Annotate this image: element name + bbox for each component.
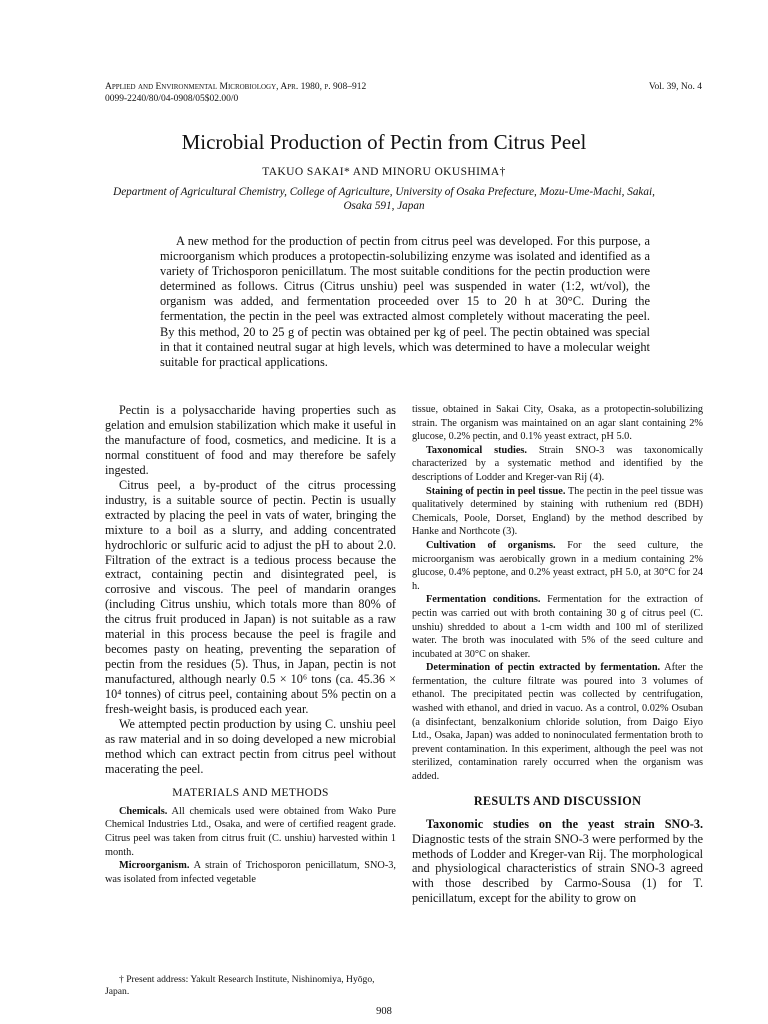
taxonomical-text: Strain SNO-3 was taxonomically characterized by a systematic method and identified by the descriptions of Lodder and Kreger-van Rij (4). — [412, 444, 703, 483]
authors: TAKUO SAKAI* AND MINORU OKUSHIMA† — [262, 166, 506, 178]
cultivation-text: For the seed culture, the microorganism was aerobically grown in a medium containing 2% glucose, 0.4% peptone, and 0.2% yeast extract, pH 5.0, at 30°C for 24 h. — [412, 539, 703, 592]
left-column — [105, 403, 396, 886]
taxonomic-yeast-text: Diagnostic tests of the strain SNO-3 were performed by the methods of Lodder and Kreger-van Rij. The morphological and physiological characteristics of strain SNO-3 agreed with those described by Carmo-Sousa (1) for T. penicillatum, except for the ability to grow on — [412, 831, 703, 906]
microorganism-text: A strain of Trichosporon penicillatum, SNO-3, was isolated from infected vegetable — [105, 860, 396, 885]
chemicals-paragraph — [105, 805, 396, 859]
staining-paragraph — [412, 485, 703, 539]
journal-citation: Applied and Environmental Microbiology, Apr. 1980, p. 908–912 — [105, 82, 367, 92]
taxonomical-label: Taxonomical studies. — [426, 444, 527, 456]
article-code: 0099-2240/80/04-0908/05$02.00/0 — [105, 94, 239, 104]
fermentation-label: Fermentation conditions. — [426, 594, 541, 606]
intro-paragraph-3: We attempted pectin production by using C. unshiu peel as raw material and in so doing developed a new microbial method which can extract pectin from citrus peel without macerating the peel. — [105, 717, 396, 776]
methods-heading: MATERIALS AND METHODS — [172, 786, 329, 799]
footnote: † Present address: Yakult Research Institute, Nishinomiya, Hyōgo, Japan. — [105, 974, 375, 997]
taxonomic-yeast-paragraph — [412, 817, 703, 907]
microorganism-paragraph — [105, 859, 396, 886]
determination-text: After the fermentation, the culture filtrate was poured into 3 volumes of ethanol. The precipitated pectin was collected by centrifugation, washed with ethanol, and dried in vacuo. As a control, 0.02% Osuban (a disinfectant, benzalkonium chloride solution, from Daigo Eiyo Ltd., Osaka, Japan) was added to noninoculated fermentation broth to prevent contamination. In this experiment, although the peel was not sterilized, contamination rarely occurred when the organism was added. — [412, 662, 704, 783]
page-number: 908 — [376, 1006, 392, 1017]
chemicals-label: Chemicals. — [119, 805, 168, 817]
fermentation-text: Fermentation for the extraction of pectin was carried out with broth containing 30 g of citrus peel (C. unshiu) shredded to about a 1-cm width and 100 ml of sterilized water. The broth was inoculated with 5% of the seed culture and incubated at 30°C on shaker. — [412, 594, 703, 660]
intro-paragraph-2: Citrus peel, a by-product of the citrus processing industry, is a suitable source of pectin. Pectin is usually extracted by placing the peel in vats of water, bringing the mixture to a boil as a slurry, and adding concentrated hydrochloric or sulfuric acid to adjust the pH to about 2.0. Filtration of the extract is a tedious process because the extract, containing pectin and disintegrated peel, is corrosive and viscous. The peel of mandarin oranges (including Citrus unshiu, which totals more than 80% of the citrus fruit produced in Japan) is not suitable as a raw material in this process because the peel is fragile and becomes pasty on heating, preventing the separation of pectin from the residues (5). Thus, in Japan, pectin is not manufactured, although nearly 0.5 × 10⁶ tons (ca. 45.36 × 10⁴ tonnes) of citrus peel, containing about 5% pectin on a fresh-weight basis, is produced each year. — [105, 477, 396, 717]
cultivation-paragraph — [412, 539, 703, 593]
right-column — [412, 403, 703, 906]
determination-paragraph — [412, 661, 703, 783]
staining-text: The pectin in the peel tissue was qualitatively determined by staining with ruthenium red (BDH) Chemicals, Poole, Dorset, England) by the method described by Hanke and Northcote (3). — [412, 485, 703, 538]
affiliation: Department of Agricultural Chemistry, College of Agriculture, University of Osaka Prefecture, Mozu-Ume-Machi, Sakai, Osaka 591, Japan — [113, 186, 655, 212]
intro-paragraph-1: Pectin is a polysaccharide having properties such as gelation and emulsion stabilization which make it useful in the manufacture of food, cosmetics, and medicine. It is a normal constituent of food and may therefore be safely ingested. — [105, 403, 396, 477]
microorganism-label: Microorganism. — [119, 860, 190, 872]
volume-issue: Vol. 39, No. 4 — [648, 82, 702, 92]
chemicals-text: All chemicals used were obtained from Wako Pure Chemical Industries Ltd., Osaka, and were of certified reagent grade. Citrus peel was taken from citrus fruit (C. unshiu) harvested within 1 month. — [105, 805, 396, 858]
taxonomical-paragraph — [412, 444, 703, 485]
fermentation-paragraph — [412, 593, 703, 661]
taxonomic-yeast-label: Taxonomic studies on the yeast strain SNO-3. — [426, 816, 703, 831]
cultivation-label: Cultivation of organisms. — [426, 539, 556, 551]
abstract — [160, 234, 650, 370]
results-heading: RESULTS AND DISCUSSION — [473, 793, 642, 808]
abstract-text: A new method for the production of pectin from citrus peel was developed. For this purpose, a microorganism which produces a protopectin-solubilizing enzyme was isolated and identified as a variety of Trichosporon penicillatum. The most suitable conditions for the pectin production were determined as follows. Citrus (Citrus unshiu) peel was suspended in water (1:2, wt/vol), the organism was added, and fermentation proceeded over 15 to 20 h at 30°C. During the fermentation, the pectin in the peel was extracted almost completely without macerating the peel. By this method, 20 to 25 g of pectin was obtained per kg of peel. The pectin obtained was special in that it contained neutral sugar at high levels, which was determined to have a molecular weight suitable for practical applications. — [160, 234, 650, 369]
paper-title: Microbial Production of Pectin from Citrus Peel — [181, 130, 587, 154]
determination-label: Determination of pectin extracted by fermentation. — [426, 662, 661, 674]
staining-label: Staining of pectin in peel tissue. — [426, 485, 566, 497]
microorganism-continued: tissue, obtained in Sakai City, Osaka, as a protopectin-solubilizing strain. The organism was maintained on an agar slant containing 2% glucose, 0.2% pectin, and 0.1% yeast extract, pH 5.0. — [412, 404, 703, 443]
